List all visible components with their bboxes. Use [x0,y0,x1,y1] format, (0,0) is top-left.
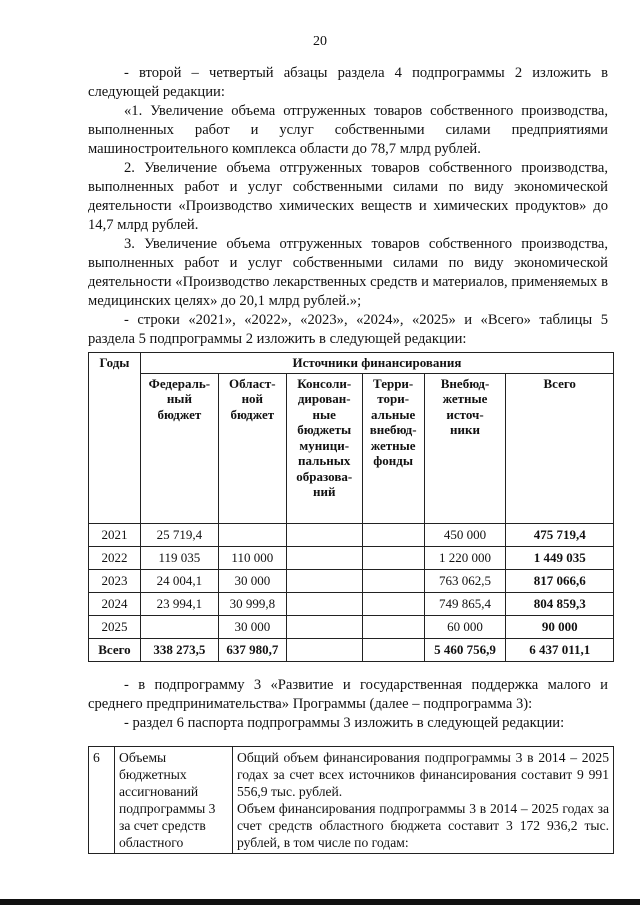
header-territorial: Терри- тори- альные внебюд- жетные фонды [362,373,424,523]
table-row: 2025 30 000 60 000 90 000 [89,615,614,638]
table-row: 2023 24 004,1 30 000 763 062,5 817 066,6 [89,569,614,592]
passport-table [88,746,614,854]
finance-table [88,352,614,662]
table-row-total: Всего 338 273,5 637 980,7 5 460 756,9 6 437 011,1 [89,638,614,661]
header-total: Всего [506,373,614,523]
row-content [233,747,614,854]
header-extrabudget: Внебюд- жетные источ- ники [424,373,506,523]
paragraph: - второй – четвертый абзацы раздела 4 подпрограммы 2 изложить в следующей редакции: [88,65,608,100]
row-number: 6 [89,747,115,854]
paragraph: - раздел 6 паспорта подпрограммы 3 изложить в следующей редакции: [124,715,565,731]
header-regional: Област- ной бюджет [218,373,286,523]
paragraph: «1. Увеличение объема отгруженных товаров собственного производства, выполненных работ и услуг собственными силами предприятиями машиностроительного комплекса области до 78,7 млрд рублей. [88,103,608,157]
row-label: Объемы бюджетных ассигнований подпрограммы 3 за счет средств областного [115,747,233,854]
paragraph: - строки «2021», «2022», «2023», «2024», «2025» и «Всего» таблицы 5 раздела 5 подпрограммы 2 изложить в следующей редакции: [88,312,608,347]
table-row: 2022 119 035 110 000 1 220 000 1 449 035 [89,546,614,569]
passport-line: Общий объем финансирования подпрограммы 3 в 2014 – 2025 годах за счет всех источников финансирования составит 9 991 556,9 тыс. рублей. [237,750,609,799]
amendment-text-2 [88,676,608,733]
amendment-text-1 [88,64,608,349]
paragraph: 2. Увеличение объема отгруженных товаров собственного производства, выполненных работ и услуг собственными силами по виду экономической деятельности «Производство химических веществ и химических продуктов» до 14,7 млрд рублей. [88,160,608,233]
paragraph: 3. Увеличение объема отгруженных товаров собственного производства, выполненных работ и услуг собственными силами по виду экономической деятельности «Производство лекарственных средств и материалов, применяемых в медицинских целях» до 20,1 млрд рублей.»; [88,236,608,309]
header-municipal: Консоли- дирован- ные бюджеты муници- пальных образова- ний [286,373,362,523]
page-number: 20 [313,34,327,49]
table-row: 2024 23 994,1 30 999,8 749 865,4 804 859,3 [89,592,614,615]
passport-line: Объем финансирования подпрограммы 3 в 2014 – 2025 годах за счет средств областного бюджета составит 3 172 936,2 тыс. рублей, в том числе по годам: [237,801,609,850]
paragraph: - в подпрограмму 3 «Развитие и государственная поддержка малого и среднего предпринимательства» Программы (далее – подпрограмма 3): [88,677,608,712]
scan-edge [0,899,640,905]
header-federal: Федераль- ный бюджет [140,373,218,523]
table-row: 2021 25 719,4 450 000 475 719,4 [89,523,614,546]
sources-header: Источники финансирования [140,353,613,374]
years-header: Годы [89,353,141,524]
